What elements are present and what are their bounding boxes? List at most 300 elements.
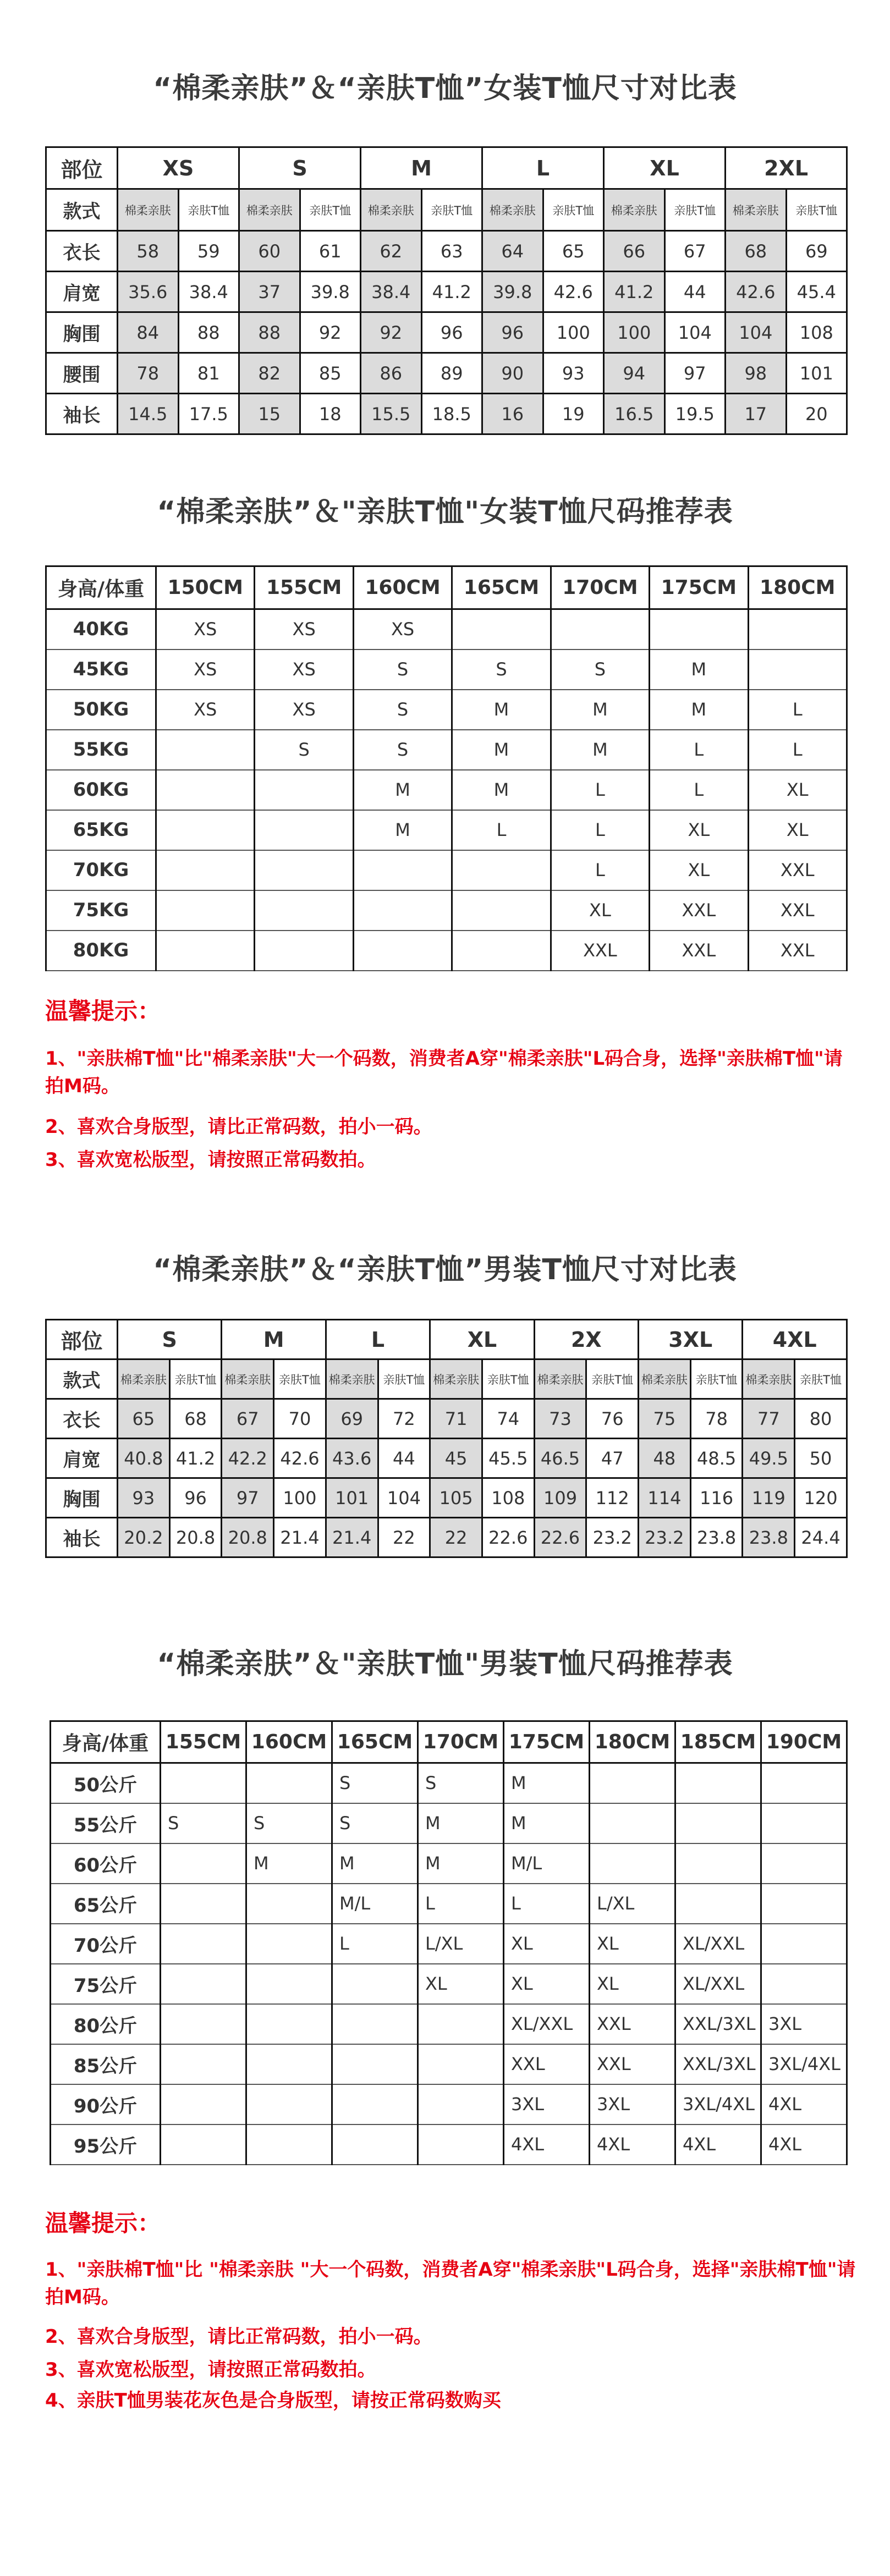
value-cell: 101 <box>786 353 847 394</box>
size-cell: XL <box>748 810 847 850</box>
size-cell <box>418 2084 504 2124</box>
value-cell: 104 <box>664 312 726 353</box>
size-cell <box>255 850 353 890</box>
size-cell <box>255 931 353 971</box>
men-rec-table <box>50 1720 848 2165</box>
size-cell: S <box>418 1763 504 1803</box>
value-cell: 19.5 <box>664 394 726 434</box>
size-cell: XXL <box>650 931 748 971</box>
weight-label: 85公斤 <box>51 2044 161 2084</box>
value-cell: 39.8 <box>300 272 361 312</box>
style-cell: 棉柔亲肤 <box>326 1359 378 1399</box>
row-label: 衣长 <box>46 231 118 272</box>
size-cell: M <box>418 1843 504 1884</box>
size-cell <box>353 931 452 971</box>
value-cell: 100 <box>604 312 665 353</box>
row-label: 肩宽 <box>46 1439 118 1478</box>
size-cell <box>452 850 551 890</box>
value-cell: 82 <box>239 353 300 394</box>
value-cell: 104 <box>378 1478 430 1518</box>
size-cell <box>748 649 847 690</box>
value-cell: 63 <box>421 231 482 272</box>
size-cell: XL <box>504 1924 590 1964</box>
size-cell: 3XL <box>504 2084 590 2124</box>
size-cell <box>590 1763 675 1803</box>
size-header: S <box>239 147 361 189</box>
size-cell: S <box>353 649 452 690</box>
size-cell: XS <box>156 649 255 690</box>
weight-label: 60KG <box>46 770 156 810</box>
value-cell: 18.5 <box>421 394 482 434</box>
size-header: 3XL <box>639 1320 743 1359</box>
height-header: 150CM <box>156 566 255 609</box>
size-cell: 4XL <box>675 2124 761 2165</box>
size-cell: XL <box>551 890 649 931</box>
value-cell: 40.8 <box>118 1439 170 1478</box>
style-cell: 亲肤T恤 <box>543 189 604 231</box>
value-cell: 97 <box>664 353 726 394</box>
row-label: 袖长 <box>46 394 118 434</box>
size-cell <box>761 1924 847 1964</box>
size-header: XL <box>430 1320 534 1359</box>
size-cell <box>418 2124 504 2165</box>
size-cell: M <box>650 690 748 730</box>
table-row <box>51 1884 847 1924</box>
value-cell: 41.2 <box>421 272 482 312</box>
size-cell: XXL <box>551 931 649 971</box>
weight-label: 80公斤 <box>51 2004 161 2044</box>
size-cell: S <box>353 730 452 770</box>
size-cell <box>156 850 255 890</box>
value-cell: 109 <box>534 1478 586 1518</box>
size-cell: XXL/3XL <box>675 2044 761 2084</box>
weight-label: 75公斤 <box>51 1964 161 2004</box>
value-cell: 17 <box>726 394 787 434</box>
table-row <box>51 2124 847 2165</box>
table-row <box>51 1763 847 1803</box>
value-cell: 22.6 <box>534 1518 586 1557</box>
weight-label: 60公斤 <box>51 1843 161 1884</box>
size-cell <box>452 890 551 931</box>
style-cell: 棉柔亲肤 <box>361 189 422 231</box>
size-cell: M <box>418 1803 504 1843</box>
value-cell: 41.2 <box>604 272 665 312</box>
size-cell: XL <box>748 770 847 810</box>
size-cell <box>590 1803 675 1843</box>
size-cell <box>161 2124 246 2165</box>
size-cell: 3XL <box>761 2004 847 2044</box>
size-cell: XXL <box>504 2044 590 2084</box>
value-cell: 88 <box>239 312 300 353</box>
style-cell: 棉柔亲肤 <box>482 189 543 231</box>
size-cell <box>246 2044 332 2084</box>
value-cell: 17.5 <box>178 394 239 434</box>
value-cell: 22 <box>430 1518 482 1557</box>
size-cell: M/L <box>504 1843 590 1884</box>
row-label: 袖长 <box>46 1518 118 1557</box>
table-row <box>46 312 847 353</box>
size-cell <box>353 850 452 890</box>
size-cell: M <box>353 770 452 810</box>
size-cell: L <box>650 730 748 770</box>
table-row <box>46 1399 847 1439</box>
table-row <box>46 850 847 890</box>
size-header: XL <box>604 147 726 189</box>
style-cell: 亲肤T恤 <box>421 189 482 231</box>
women-tip-3: 3、喜欢宽松版型，请按照正常码数拍。 <box>45 1149 376 1171</box>
value-cell: 16.5 <box>604 394 665 434</box>
value-cell: 88 <box>178 312 239 353</box>
value-cell: 119 <box>743 1478 795 1518</box>
size-cell: L <box>418 1884 504 1924</box>
size-cell: L <box>650 770 748 810</box>
size-cell <box>590 1843 675 1884</box>
row-label: 胸围 <box>46 312 118 353</box>
value-cell: 23.8 <box>690 1518 743 1557</box>
value-cell: 104 <box>726 312 787 353</box>
size-header: L <box>326 1320 430 1359</box>
value-cell: 114 <box>639 1478 691 1518</box>
weight-label: 40KG <box>46 609 156 649</box>
men-size-title: “棉柔亲肤”＆“亲肤T恤”男装T恤尺寸对比表 <box>153 1253 737 1286</box>
size-cell: 4XL <box>504 2124 590 2165</box>
size-cell <box>246 2084 332 2124</box>
table-row <box>46 353 847 394</box>
value-cell: 116 <box>690 1478 743 1518</box>
value-cell: 59 <box>178 231 239 272</box>
size-cell: L <box>452 810 551 850</box>
size-header-row <box>46 147 847 189</box>
value-cell: 86 <box>361 353 422 394</box>
size-cell: S <box>332 1763 418 1803</box>
value-cell: 45 <box>430 1439 482 1478</box>
size-cell <box>418 2004 504 2044</box>
size-cell <box>161 1843 246 1884</box>
table-row <box>51 2084 847 2124</box>
women-tips-title: 温馨提示： <box>45 998 161 1025</box>
value-cell: 85 <box>300 353 361 394</box>
table-row <box>46 609 847 649</box>
style-row <box>46 1359 847 1399</box>
size-cell: L <box>551 770 649 810</box>
size-cell: XS <box>255 690 353 730</box>
size-cell: 3XL/4XL <box>761 2044 847 2084</box>
size-cell: 3XL <box>590 2084 675 2124</box>
value-cell: 77 <box>743 1399 795 1439</box>
weight-label: 70公斤 <box>51 1924 161 1964</box>
women-tip-2: 2、喜欢合身版型，请比正常码数，拍小一码。 <box>45 1116 432 1138</box>
size-cell: L <box>504 1884 590 1924</box>
style-row <box>46 189 847 231</box>
size-cell: L <box>748 690 847 730</box>
table-row <box>46 730 847 770</box>
size-cell: XXL <box>650 890 748 931</box>
value-cell: 47 <box>586 1439 639 1478</box>
size-cell <box>761 1964 847 2004</box>
size-cell: S <box>255 730 353 770</box>
height-header: 185CM <box>675 1721 761 1763</box>
height-header-row <box>51 1721 847 1763</box>
value-cell: 81 <box>178 353 239 394</box>
weight-label: 70KG <box>46 850 156 890</box>
value-cell: 89 <box>421 353 482 394</box>
table-row <box>51 1924 847 1964</box>
size-cell <box>332 2004 418 2044</box>
value-cell: 22 <box>378 1518 430 1557</box>
size-cell: XL <box>590 1924 675 1964</box>
size-header: 2X <box>534 1320 638 1359</box>
value-cell: 20.8 <box>169 1518 222 1557</box>
size-cell: L <box>748 730 847 770</box>
corner-label: 身高/体重 <box>46 566 156 609</box>
value-cell: 93 <box>118 1478 170 1518</box>
size-cell: XL <box>650 810 748 850</box>
value-cell: 65 <box>118 1399 170 1439</box>
table-row <box>46 1439 847 1478</box>
style-cell: 亲肤T恤 <box>482 1359 534 1399</box>
value-cell: 23.8 <box>743 1518 795 1557</box>
value-cell: 45.5 <box>482 1439 534 1478</box>
value-cell: 22.6 <box>482 1518 534 1557</box>
height-header: 170CM <box>418 1721 504 1763</box>
table-row <box>46 1478 847 1518</box>
value-cell: 15.5 <box>361 394 422 434</box>
value-cell: 38.4 <box>178 272 239 312</box>
table-row <box>51 1803 847 1843</box>
size-cell: M <box>452 730 551 770</box>
value-cell: 50 <box>795 1439 847 1478</box>
size-cell <box>332 1964 418 2004</box>
size-cell <box>452 931 551 971</box>
size-cell: M <box>551 730 649 770</box>
height-header: 180CM <box>748 566 847 609</box>
size-cell: 4XL <box>761 2124 847 2165</box>
size-header: M <box>361 147 482 189</box>
table-row <box>46 931 847 971</box>
size-cell: XL/XXL <box>675 1964 761 2004</box>
value-cell: 42.6 <box>726 272 787 312</box>
height-header: 160CM <box>353 566 452 609</box>
size-cell: S <box>551 649 649 690</box>
value-cell: 64 <box>482 231 543 272</box>
size-cell <box>332 2044 418 2084</box>
size-cell: XL <box>650 850 748 890</box>
style-cell: 棉柔亲肤 <box>604 189 665 231</box>
value-cell: 44 <box>378 1439 430 1478</box>
size-cell <box>156 810 255 850</box>
value-cell: 100 <box>543 312 604 353</box>
men-tip-3: 3、喜欢宽松版型，请按照正常码数拍。 <box>45 2359 376 2381</box>
table-row <box>46 394 847 434</box>
value-cell: 92 <box>361 312 422 353</box>
size-cell: M <box>246 1843 332 1884</box>
value-cell: 69 <box>326 1399 378 1439</box>
size-cell: S <box>353 690 452 730</box>
value-cell: 38.4 <box>361 272 422 312</box>
weight-label: 55公斤 <box>51 1803 161 1843</box>
size-cell: 4XL <box>761 2084 847 2124</box>
value-cell: 49.5 <box>743 1439 795 1478</box>
value-cell: 93 <box>543 353 604 394</box>
value-cell: 23.2 <box>586 1518 639 1557</box>
value-cell: 20.8 <box>222 1518 274 1557</box>
size-cell <box>255 810 353 850</box>
style-label: 款式 <box>46 189 118 231</box>
value-cell: 68 <box>169 1399 222 1439</box>
value-cell: 76 <box>586 1399 639 1439</box>
size-cell <box>246 2004 332 2044</box>
height-header: 155CM <box>255 566 353 609</box>
value-cell: 42.2 <box>222 1439 274 1478</box>
size-cell <box>675 1843 761 1884</box>
value-cell: 42.6 <box>274 1439 326 1478</box>
size-cell: L <box>332 1924 418 1964</box>
size-cell <box>246 1924 332 1964</box>
size-cell <box>418 2044 504 2084</box>
size-cell: L/XL <box>418 1924 504 1964</box>
size-cell: XS <box>156 690 255 730</box>
value-cell: 96 <box>482 312 543 353</box>
size-cell <box>246 2124 332 2165</box>
height-header: 180CM <box>590 1721 675 1763</box>
size-cell <box>246 1964 332 2004</box>
size-cell <box>161 1924 246 1964</box>
style-cell: 棉柔亲肤 <box>743 1359 795 1399</box>
value-cell: 112 <box>586 1478 639 1518</box>
size-cell: 3XL/4XL <box>675 2084 761 2124</box>
value-cell: 92 <box>300 312 361 353</box>
size-cell <box>156 730 255 770</box>
value-cell: 42.6 <box>543 272 604 312</box>
value-cell: 94 <box>604 353 665 394</box>
value-cell: 20 <box>786 394 847 434</box>
size-cell: XL <box>418 1964 504 2004</box>
style-cell: 亲肤T恤 <box>795 1359 847 1399</box>
value-cell: 90 <box>482 353 543 394</box>
value-cell: 78 <box>690 1399 743 1439</box>
size-cell <box>161 1964 246 2004</box>
value-cell: 37 <box>239 272 300 312</box>
value-cell: 16 <box>482 394 543 434</box>
size-cell: M <box>353 810 452 850</box>
size-cell <box>161 1884 246 1924</box>
table-row <box>46 890 847 931</box>
size-cell <box>156 931 255 971</box>
weight-label: 45KG <box>46 649 156 690</box>
corner-label: 部位 <box>46 147 118 189</box>
value-cell: 69 <box>786 231 847 272</box>
table-row <box>46 770 847 810</box>
value-cell: 23.2 <box>639 1518 691 1557</box>
weight-label: 50公斤 <box>51 1763 161 1803</box>
style-cell: 亲肤T恤 <box>274 1359 326 1399</box>
size-cell: M <box>452 690 551 730</box>
size-cell <box>650 609 748 649</box>
height-header: 190CM <box>761 1721 847 1763</box>
men-size-table <box>45 1319 848 1558</box>
size-cell: M <box>504 1803 590 1843</box>
table-row <box>46 810 847 850</box>
size-header: 2XL <box>726 147 847 189</box>
value-cell: 21.4 <box>326 1518 378 1557</box>
value-cell: 105 <box>430 1478 482 1518</box>
size-header: S <box>118 1320 222 1359</box>
size-cell: XXL <box>590 2004 675 2044</box>
height-header: 175CM <box>504 1721 590 1763</box>
value-cell: 41.2 <box>169 1439 222 1478</box>
size-cell: S <box>246 1803 332 1843</box>
weight-label: 95公斤 <box>51 2124 161 2165</box>
size-cell <box>255 890 353 931</box>
women-rec-table <box>45 565 848 971</box>
row-label: 肩宽 <box>46 272 118 312</box>
size-cell: XL <box>590 1964 675 2004</box>
value-cell: 39.8 <box>482 272 543 312</box>
size-cell <box>161 2084 246 2124</box>
value-cell: 24.4 <box>795 1518 847 1557</box>
value-cell: 14.5 <box>118 394 179 434</box>
value-cell: 66 <box>604 231 665 272</box>
style-label: 款式 <box>46 1359 118 1399</box>
corner-label: 身高/体重 <box>51 1721 161 1763</box>
size-cell <box>246 1884 332 1924</box>
value-cell: 20.2 <box>118 1518 170 1557</box>
value-cell: 45.4 <box>786 272 847 312</box>
value-cell: 15 <box>239 394 300 434</box>
height-header: 160CM <box>246 1721 332 1763</box>
style-cell: 棉柔亲肤 <box>239 189 300 231</box>
size-header-row <box>46 1320 847 1359</box>
style-cell: 棉柔亲肤 <box>534 1359 586 1399</box>
size-cell <box>761 1803 847 1843</box>
size-cell: M <box>504 1763 590 1803</box>
size-cell <box>161 1763 246 1803</box>
table-row <box>51 2004 847 2044</box>
value-cell: 35.6 <box>118 272 179 312</box>
women-size-table <box>45 146 848 435</box>
size-cell <box>246 1763 332 1803</box>
size-cell <box>161 2004 246 2044</box>
size-cell: XS <box>255 609 353 649</box>
size-cell <box>156 770 255 810</box>
size-header: XS <box>118 147 239 189</box>
size-cell: M <box>650 649 748 690</box>
style-cell: 棉柔亲肤 <box>118 1359 170 1399</box>
style-cell: 棉柔亲肤 <box>430 1359 482 1399</box>
size-cell: 4XL <box>590 2124 675 2165</box>
men-tip-4: 4、亲肤T恤男装花灰色是合身版型，请按正常码数购买 <box>45 2390 501 2412</box>
value-cell: 80 <box>795 1399 847 1439</box>
men-tip-2: 2、喜欢合身版型，请比正常码数，拍小一码。 <box>45 2326 432 2348</box>
value-cell: 62 <box>361 231 422 272</box>
value-cell: 71 <box>430 1399 482 1439</box>
men-tip-1: 1、"亲肤棉T恤"比 "棉柔亲肤 "大一个码数，消费者A穿"棉柔亲肤"L码合身，选择"亲肤棉T恤"请拍M码。 <box>45 2259 856 2308</box>
value-cell: 97 <box>222 1478 274 1518</box>
size-cell: XXL/3XL <box>675 2004 761 2044</box>
value-cell: 73 <box>534 1399 586 1439</box>
weight-label: 65KG <box>46 810 156 850</box>
height-header: 170CM <box>551 566 649 609</box>
value-cell: 96 <box>169 1478 222 1518</box>
value-cell: 70 <box>274 1399 326 1439</box>
size-cell <box>156 890 255 931</box>
size-cell: XXL <box>748 850 847 890</box>
size-cell: XL/XXL <box>504 2004 590 2044</box>
women-size-title: “棉柔亲肤”＆“亲肤T恤”女装T恤尺寸对比表 <box>153 72 737 105</box>
value-cell: 84 <box>118 312 179 353</box>
women-rec-title: “棉柔亲肤”＆"亲肤T恤"女装T恤尺码推荐表 <box>157 496 733 529</box>
table-row <box>51 1843 847 1884</box>
